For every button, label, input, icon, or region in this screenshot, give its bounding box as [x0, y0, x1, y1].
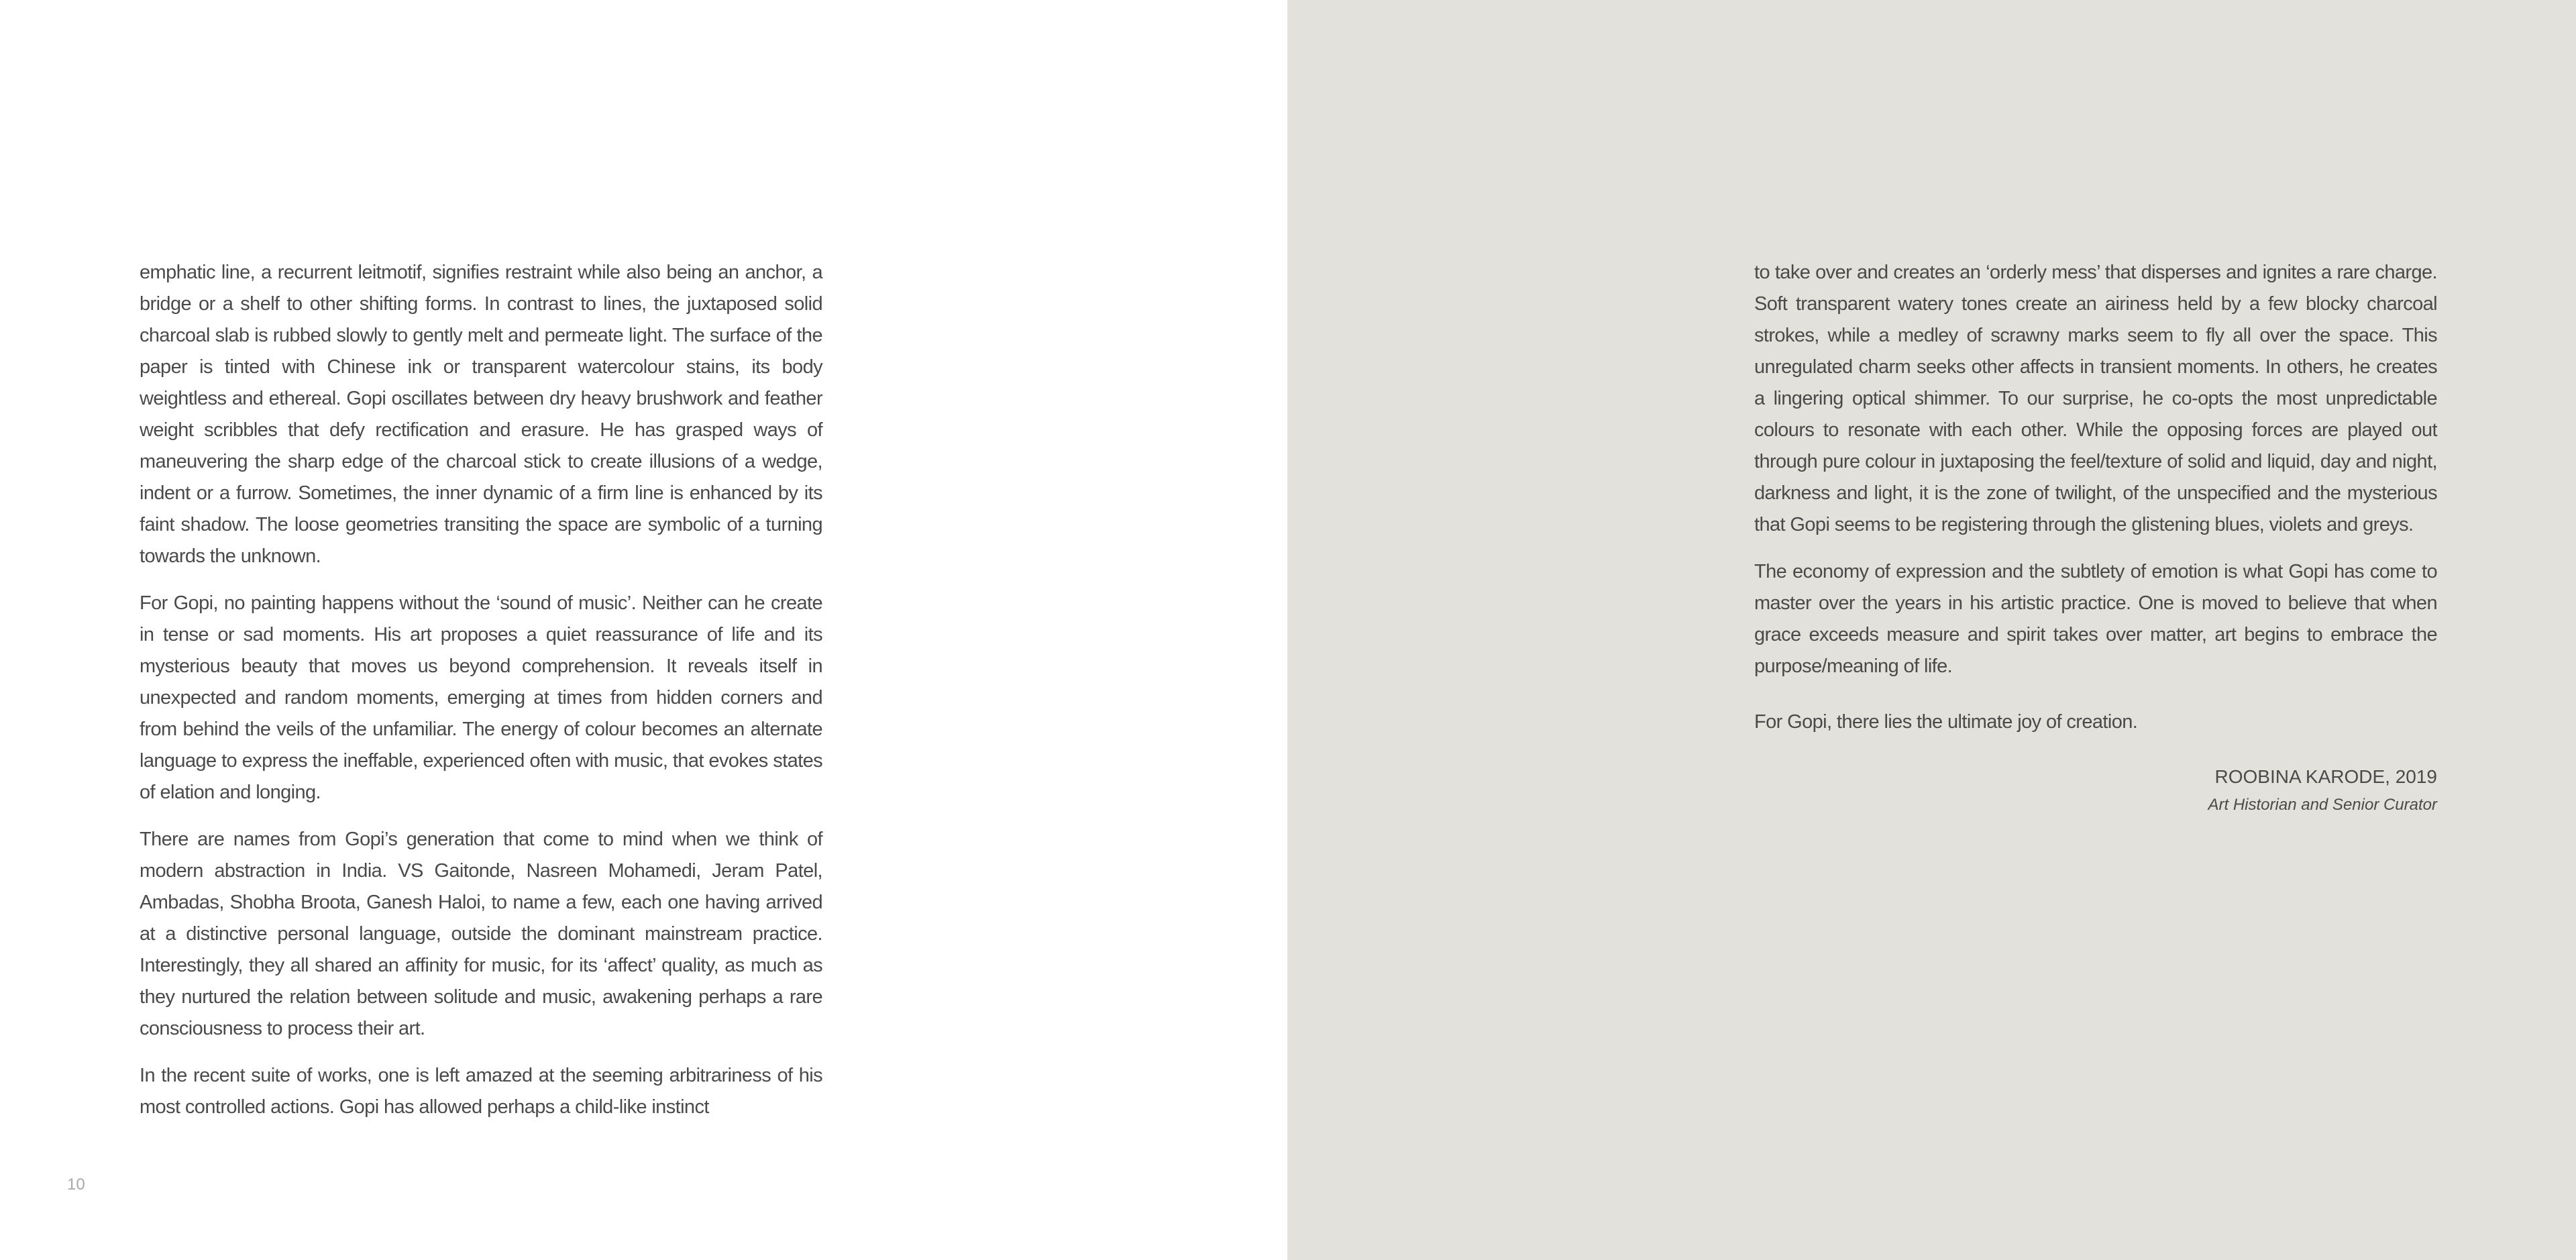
author-signature — [1754, 762, 2437, 819]
paragraph: The economy of expression and the subtlety of emotion is what Gopi has come to master over the years in his artistic practice. One is moved to believe that when grace exceeds measure and spirit takes over matter, art begins to embrace the purpose/meaning of life. — [1754, 561, 2437, 677]
right-page — [1287, 0, 2576, 1260]
left-text-column — [140, 257, 822, 1139]
paragraph: to take over and creates an ‘orderly mess’ that disperses and ignites a rare charge. Soft transparent watery tones create an airiness held by a few blocky charcoal strokes, while a medley of scrawny marks seem to fly all over the space. This unregulated charm seeks other affects in transient moments. In others, he creates a lingering optical shimmer. To our surprise, he co-opts the most unpredictable colours to resonate with each other. While the opposing forces are played out through pure colour in juxtaposing the feel/texture of solid and liquid, day and night, darkness and light, it is the zone of twilight, of the unspecified and the mysterious that Gopi seems to be registering through the glistening blues, violets and greys. — [1754, 262, 2437, 535]
closing-paragraph: For Gopi, there lies the ultimate joy of creation. — [1754, 711, 2138, 733]
page-number: 10 — [67, 1175, 85, 1194]
left-page — [0, 0, 1287, 1260]
paragraph: For Gopi, no painting happens without the ‘sound of music’. Neither can he create in tense or sad moments. His art proposes a quiet reassurance of life and its mysterious beauty that moves us beyond comprehension. It reveals itself in unexpected and random moments, emerging at times from hidden corners and from behind the veils of the unfamiliar. The energy of colour becomes an alternate language to express the ineffable, experienced often with music, that evokes states of elation and longing. — [140, 592, 822, 803]
paragraph: In the recent suite of works, one is left amazed at the seeming arbitrariness of his most controlled actions. Gopi has allowed perhaps a child-like instinct — [140, 1065, 822, 1118]
author-name: ROOBINA KARODE, 2019 — [2214, 766, 2437, 787]
paragraph: emphatic line, a recurrent leitmotif, signifies restraint while also being an anchor, a bridge or a shelf to other shifting forms. In contrast to lines, the juxtaposed solid charcoal slab is rubbed slowly to gently melt and permeate light. The surface of the paper is tinted with Chinese ink or transparent watercolour stains, its body weightless and ethereal. Gopi oscillates between dry heavy brushwork and feather weight scribbles that defy rectification and erasure. He has grasped ways of maneuvering the sharp edge of the charcoal stick to create illusions of a wedge, indent or a furrow. Sometimes, the inner dynamic of a firm line is enhanced by its faint shadow. The loose geometries transiting the space are symbolic of a turning towards the unknown. — [140, 262, 822, 567]
right-text-column — [1754, 257, 2437, 819]
paragraph: There are names from Gopi’s generation that come to mind when we think of modern abstraction in India. VS Gaitonde, Nasreen Mohamedi, Jeram Patel, Ambadas, Shobha Broota, Ganesh Haloi, to name a few, each one having arrived at a distinctive personal language, outside the dominant mainstream practice. Interestingly, they all shared an affinity for music, for its ‘affect’ quality, as much as they nurtured the relation between solitude and music, awakening perhaps a rare consciousness to process their art. — [140, 829, 822, 1039]
author-title: Art Historian and Senior Curator — [2208, 796, 2437, 814]
